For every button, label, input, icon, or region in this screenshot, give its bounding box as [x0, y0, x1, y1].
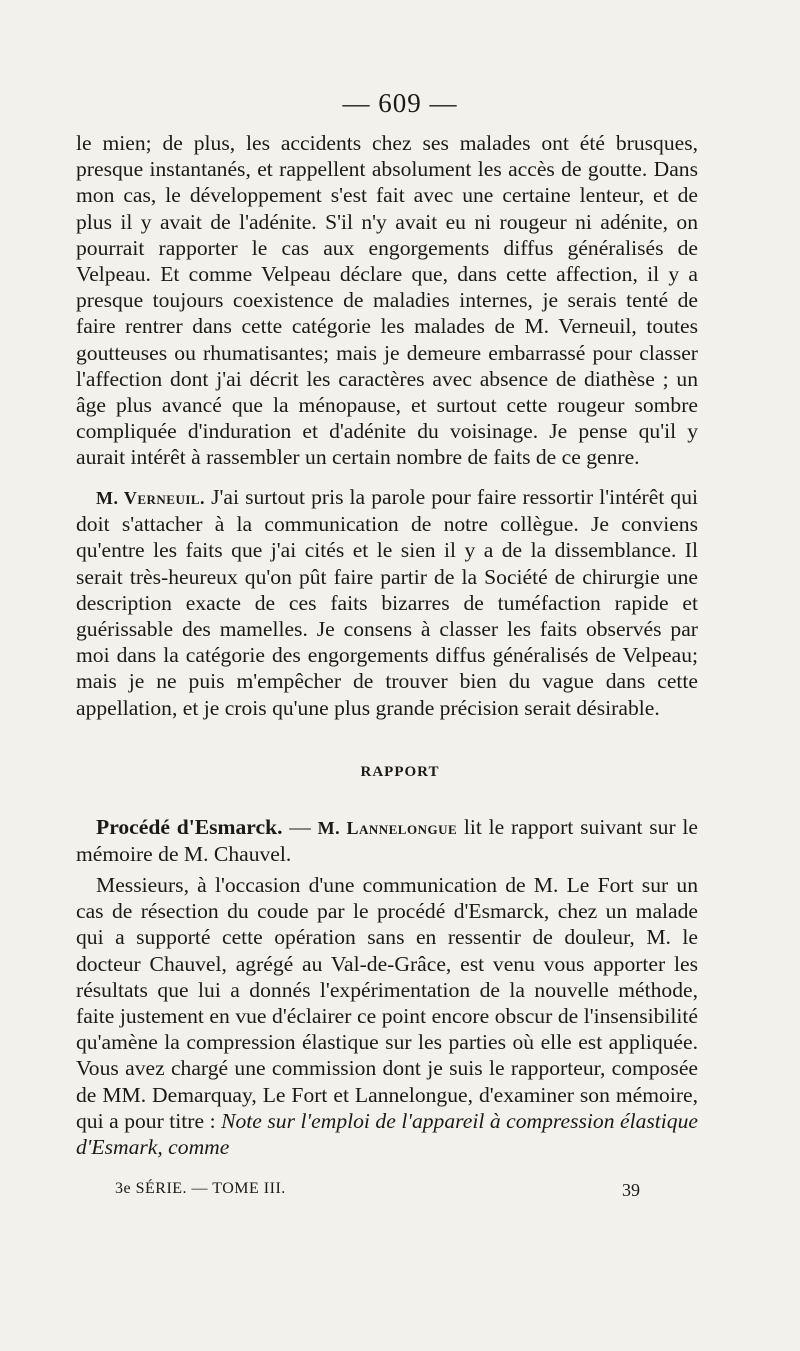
- paragraph-2-text: J'ai surtout pris la parole pour faire ressortir l'intérêt qui doit s'attacher à la communication de notre collègue. Je conviens qu'entre les faits que j'ai cités et le sien il y a de la dissemblance. Il serait très-heureux qu'on pût faire partir de la Société de chirurgie une description exacte de ces faits bizarres de tuméfaction rapide et guérissable des mamelles. Je consens à classer les faits observés par moi dans la catégorie des engorgements diffus généralisés de Velpeau; mais je ne puis m'empêcher de trouver bien du vague dans cette appellation, et je crois qu'une plus grande précision serait désirable.: [76, 485, 698, 720]
- procedure-text: lit le rapport suivant sur le mémoire de M. Chauvel.: [76, 815, 698, 867]
- paragraph-3-title: Note sur l'emploi de l'appareil à compression élastique d'Esmark, comme: [76, 1108, 698, 1160]
- paragraph-3-body: [76, 872, 698, 1160]
- paragraph-3-text: Messieurs, à l'occasion d'une communication de M. Le Fort sur un cas de résection du coude par le procédé d'Esmarck, chez un malade qui a supporté cette opération sans en ressentir de douleur, M. le docteur Chauvel, agrégé au Val-de-Grâce, est venu vous apporter les résultats que lui a donnés l'expérimentation de la nouvelle méthode, faite justement en vue d'éclairer ce point encore obscur de l'insensibilité qu'amène la compression élastique sur les parties où elle est appliquée. Vous avez chargé une commission dont je suis le rapporteur, composée de MM. Demarquay, Le Fort et Lannelongue, d'examiner son mémoire, qui a pour titre :: [76, 873, 698, 1133]
- paragraph-1: [76, 130, 698, 471]
- procedure-title: Procédé d'Esmarck.: [96, 815, 283, 839]
- section-heading: RAPPORT: [360, 764, 440, 780]
- paragraph-3: [76, 872, 698, 1160]
- procedure-body: [76, 814, 698, 867]
- paragraph-2: [76, 484, 698, 721]
- paragraph-1-text: le mien; de plus, les accidents chez ses malades ont été brusques, presque instantanés, et rappellent absolument les accès de goutte. Dans mon cas, le développement s'est fait avec une certaine lenteur, et de plus il y avait de l'adénite. S'il n'y avait eu ni rougeur ni adénite, on pourrait rapporter le cas aux engorgements diffus généralisés de Velpeau. Et comme Velpeau déclare que, dans cette affection, il y a presque toujours coexistence de maladies internes, je serais tenté de faire rentrer dans cette catégorie les malades de M. Verneuil, toutes goutteuses ou rhumatisantes; mais je demeure embarrassé pour classer l'affection dont j'ai décrit les caractères avec absence de diathèse ; un âge plus avancé que la ménopause, et surtout cette rougeur sombre compliquée d'induration et d'adénite du voisinage. Je pense qu'il y aurait intérêt à rassembler un certain nombre de faits de ce genre.: [76, 131, 698, 470]
- procedure-dash: —: [289, 815, 311, 839]
- procedure-paragraph: [76, 814, 698, 867]
- footer-signature: 39: [622, 1180, 640, 1200]
- paragraph-2-body: [76, 484, 698, 721]
- footer-series: 3e SÉRIE. — TOME III.: [115, 1180, 286, 1197]
- speaker-verneuil: M. Verneuil.: [96, 488, 206, 508]
- page-number: — 609 —: [342, 88, 458, 118]
- speaker-lannelongue: M. Lannelongue: [317, 818, 458, 838]
